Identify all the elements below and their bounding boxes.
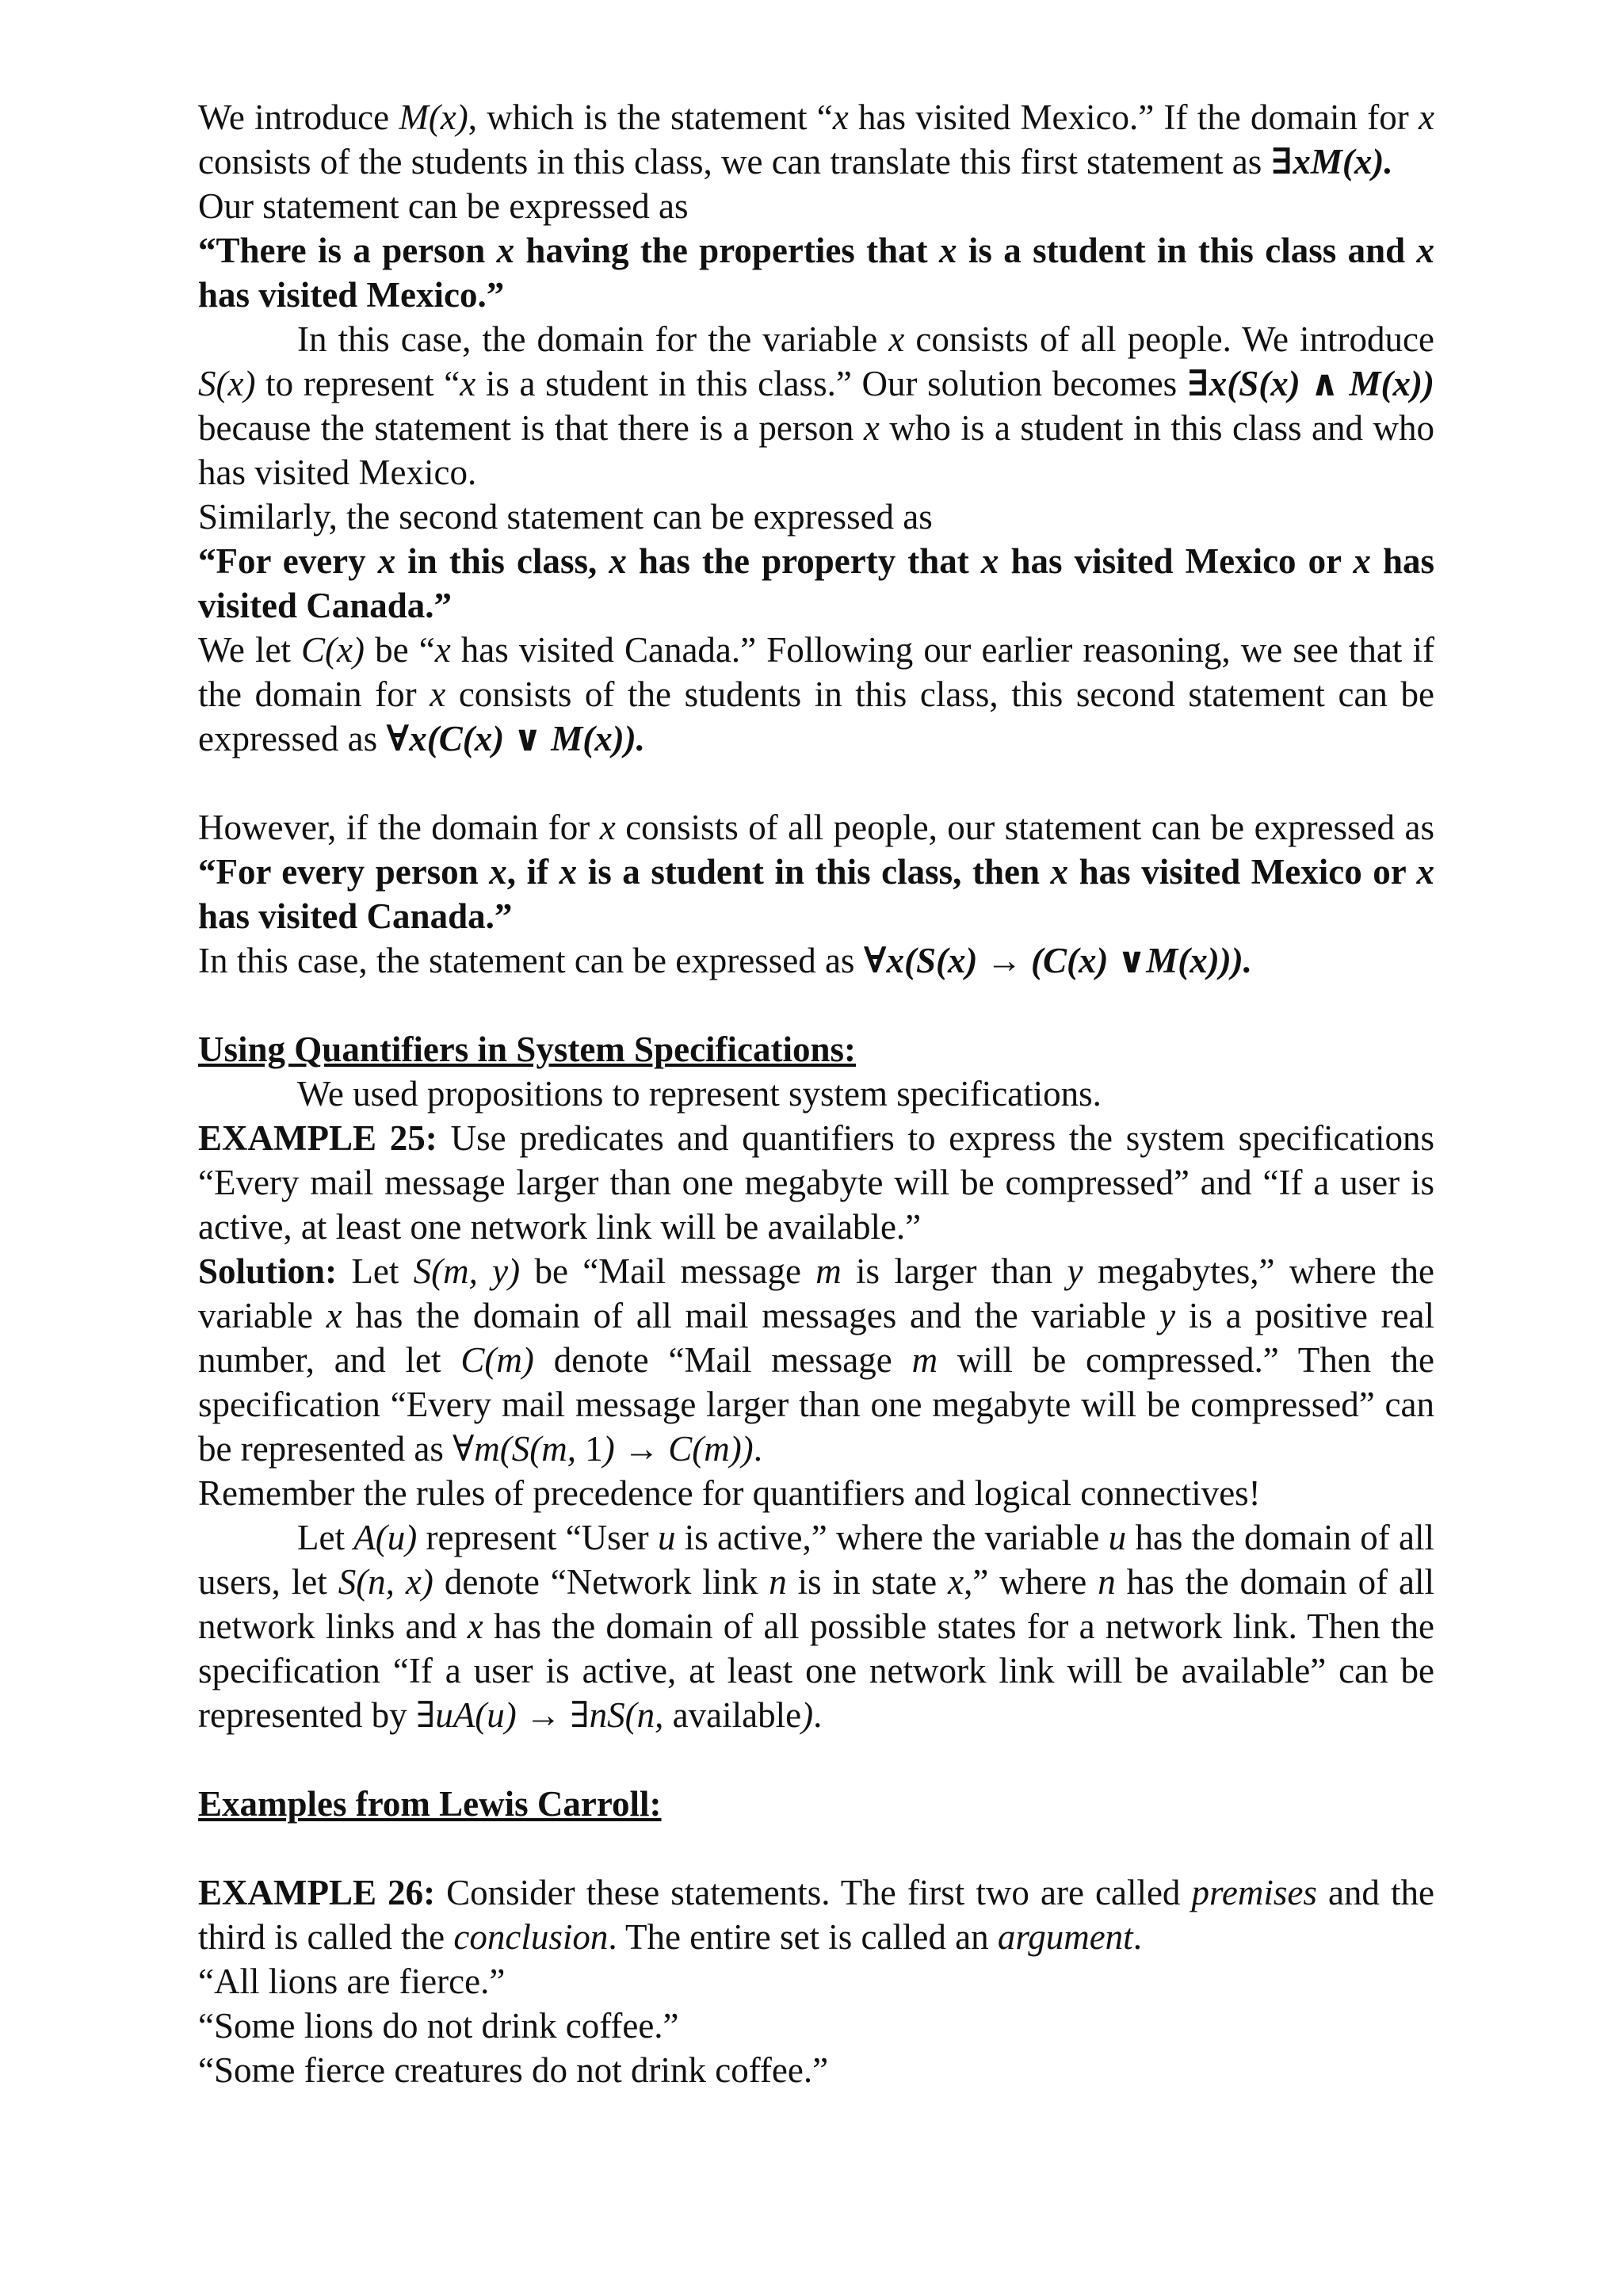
quote-conclusion: “Some fierce creatures do not drink coffee.” xyxy=(198,2050,829,2090)
text: , which is the statement “ xyxy=(468,97,833,137)
text: represent “User xyxy=(417,1518,658,1557)
quote-premise-2: “Some lions do not drink coffee.” xyxy=(198,2006,679,2046)
text: is in state xyxy=(786,1562,949,1602)
term: conclusion xyxy=(453,1917,609,1957)
math: x xyxy=(1419,97,1434,137)
math: y xyxy=(1067,1251,1083,1291)
spacer xyxy=(198,983,1434,1027)
text: . The entire set is called an xyxy=(608,1917,998,1957)
paragraph-in-this-case xyxy=(198,938,1434,983)
math: x xyxy=(377,541,396,581)
paragraph-network-link xyxy=(198,1515,1434,1737)
text: is a student in this class, then xyxy=(577,852,1051,892)
text: We let xyxy=(198,630,302,670)
math: u xyxy=(1108,1518,1127,1557)
paragraph-propositions: We used propositions to represent system specifications. xyxy=(297,1074,1102,1114)
math: x xyxy=(430,674,446,714)
text: be “ xyxy=(365,630,435,670)
math: x xyxy=(599,808,616,847)
document-page xyxy=(198,95,1434,2092)
math: x xyxy=(948,1562,964,1602)
text: is a student in this class and xyxy=(957,231,1417,270)
text: Let xyxy=(337,1251,414,1291)
text: megabytes,” where the variable xyxy=(198,1251,1434,1335)
paragraph-precedence: Remember the rules of precedence for quantifiers and logical connectives! xyxy=(198,1473,1261,1513)
text: consists of all people. We introduce xyxy=(904,319,1434,359)
paragraph-expressed-as: Our statement can be expressed as xyxy=(198,186,689,226)
text: Use predicates and quantifiers to express the system specifications “Every mail message larger than one megabyte will be compressed” and “If a user is active, at least one network link will be available.” xyxy=(198,1118,1434,1247)
text: has visited Canada.” xyxy=(198,541,1434,625)
text: Consider these statements. The first two are called xyxy=(435,1873,1192,1912)
text: has visited Mexico or xyxy=(1068,852,1417,892)
math: A(u) xyxy=(353,1518,418,1557)
math: x xyxy=(863,408,880,448)
section-heading-lewis-carroll: Examples from Lewis Carroll: xyxy=(198,1784,662,1824)
formula: ) → C(m)) xyxy=(602,1429,754,1469)
text: has visited Mexico or xyxy=(999,541,1354,581)
text: and the third is called the xyxy=(198,1873,1434,1957)
text: However, if the domain for xyxy=(198,808,600,847)
paragraph-second-statement: Similarly, the second statement can be expressed as xyxy=(198,497,933,537)
text: ,” where xyxy=(964,1562,1098,1602)
paragraph-bold-statement-1 xyxy=(198,228,1434,317)
math: x xyxy=(467,1606,483,1646)
text: “For every person xyxy=(198,852,490,892)
math: x xyxy=(1050,852,1069,892)
text: denote “Network link xyxy=(433,1562,769,1602)
math: C(m) xyxy=(460,1340,534,1380)
math: x xyxy=(496,231,515,270)
text: “There is a person xyxy=(198,231,497,270)
formula: ) xyxy=(801,1695,814,1735)
math: m xyxy=(815,1251,842,1291)
math: y xyxy=(1159,1296,1176,1335)
text: consists of all people, our statement can be expressed as xyxy=(615,808,1434,847)
text: to represent “ xyxy=(255,364,460,403)
text: is larger than xyxy=(841,1251,1067,1291)
math: n xyxy=(1098,1562,1116,1602)
formula: available xyxy=(672,1695,802,1735)
text: . xyxy=(753,1429,762,1469)
section-heading-system-specifications: Using Quantifiers in System Specifications: xyxy=(198,1030,857,1069)
math: S(x) xyxy=(198,364,256,403)
text: consists of the students in this class, we can translate this first statement as xyxy=(198,142,1271,181)
text: is a positive real number, and let xyxy=(198,1296,1435,1380)
text: In this case, the statement can be expressed as xyxy=(198,941,864,980)
math: m xyxy=(911,1340,938,1380)
example-label: EXAMPLE 26: xyxy=(198,1873,436,1912)
math: S(m, y) xyxy=(413,1251,521,1291)
math: x xyxy=(980,541,999,581)
text: has the domain of all possible states for a network link. Then the specification “If a user is active, at least one network link will be available” can be represented by xyxy=(198,1606,1434,1735)
solution-label: Solution: xyxy=(198,1251,338,1291)
text: in this class, xyxy=(395,541,609,581)
paragraph-example-25 xyxy=(198,1116,1434,1249)
text: Let xyxy=(297,1518,354,1557)
spacer xyxy=(198,1737,1434,1782)
formula: ∃x(S(x) ∧ M(x)) xyxy=(1186,364,1434,403)
formula: 1 xyxy=(585,1429,603,1469)
text: be “Mail message xyxy=(520,1251,816,1291)
text: has visited Canada.” Following our earlier reasoning, we see that if the domain for xyxy=(198,630,1435,714)
text: is a student in this class.” Our solution becomes xyxy=(475,364,1187,403)
math: x xyxy=(1416,231,1434,270)
math: x xyxy=(326,1296,342,1335)
text: having the properties that xyxy=(514,231,940,270)
math: u xyxy=(657,1518,676,1557)
term: argument xyxy=(997,1917,1133,1957)
formula: ∃xM(x). xyxy=(1270,142,1393,181)
math: S(n, x) xyxy=(338,1562,433,1602)
spacer xyxy=(198,1826,1434,1870)
paragraph-canada xyxy=(198,628,1434,761)
text: is active,” where the variable xyxy=(675,1518,1109,1557)
math: x xyxy=(559,852,578,892)
text: has visited Canada.” xyxy=(198,896,513,936)
text: consists of the students in this class, this second statement can be expressed as xyxy=(198,674,1434,758)
math: x xyxy=(939,231,957,270)
text: has the property that xyxy=(626,541,981,581)
paragraph-domain-all-people xyxy=(198,317,1434,495)
paragraph-however xyxy=(198,805,1434,938)
paragraph-solution xyxy=(198,1249,1434,1471)
text: We introduce xyxy=(198,97,399,137)
example-label: EXAMPLE 25: xyxy=(198,1118,437,1158)
text: has the domain of all users, let xyxy=(198,1518,1434,1602)
text: has visited Mexico.” If the domain for xyxy=(848,97,1419,137)
term: premises xyxy=(1191,1873,1317,1912)
text: . xyxy=(1132,1917,1142,1957)
text: has the domain of all network links and xyxy=(198,1562,1435,1646)
math: C(x) xyxy=(301,630,365,670)
math: x xyxy=(489,852,507,892)
text: will be compressed.” Then the specification “Every mail message larger than one megabyte will be compressed” can be represented as xyxy=(198,1340,1434,1469)
text: . xyxy=(813,1695,823,1735)
formula: ∀m(S(m, xyxy=(453,1429,586,1469)
math: x xyxy=(609,541,627,581)
formula: ∃uA(u) → ∃nS(n, xyxy=(415,1695,673,1735)
text: because the statement is that there is a person xyxy=(198,408,864,448)
math: x xyxy=(1416,852,1434,892)
text: “For every xyxy=(198,541,378,581)
math: n xyxy=(769,1562,787,1602)
paragraph-mexico-intro xyxy=(198,95,1434,184)
text: denote “Mail message xyxy=(533,1340,912,1380)
math: x xyxy=(1353,541,1371,581)
math: M(x) xyxy=(399,97,468,137)
math: x xyxy=(888,319,905,359)
math: x xyxy=(460,364,476,403)
text: who is a student in this class and who has visited Mexico. xyxy=(198,408,1434,492)
quote-premise-1: “All lions are fierce.” xyxy=(198,1962,506,2001)
text: , if xyxy=(506,852,559,892)
text: In this case, the domain for the variable xyxy=(297,319,889,359)
text: has visited Mexico.” xyxy=(198,275,505,315)
formula: ∀x(S(x) → (C(x) ∨M(x))). xyxy=(863,941,1252,980)
math: x xyxy=(434,630,451,670)
spacer xyxy=(198,761,1434,805)
math: x xyxy=(832,97,849,137)
text: has the domain of all mail messages and the variable xyxy=(342,1296,1160,1335)
paragraph-bold-statement-2 xyxy=(198,539,1434,628)
paragraph-example-26 xyxy=(198,1870,1434,1959)
formula: ∀x(C(x) ∨ M(x)). xyxy=(386,719,646,758)
